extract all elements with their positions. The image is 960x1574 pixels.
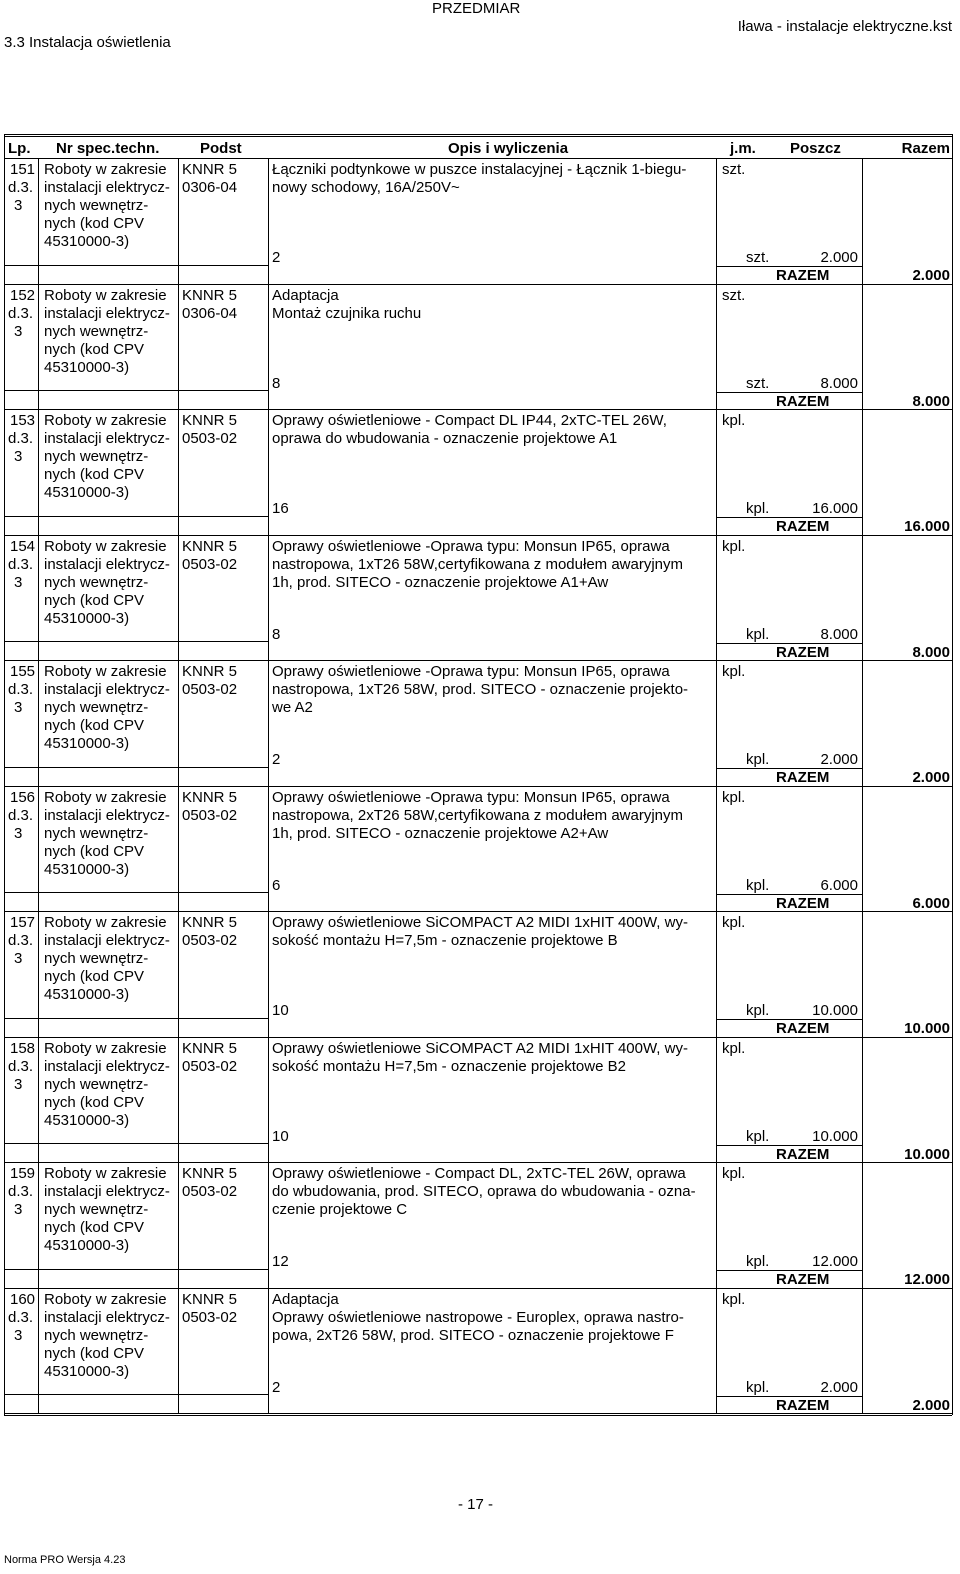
file-name: Iława - instalacje elektryczne.kst <box>737 18 952 35</box>
row-separator-rule <box>4 1394 268 1395</box>
description-line: Oprawy oświetleniowe SiCOMPACT A2 MIDI 1xHIT 400W, wy- <box>272 1039 688 1057</box>
item-number: 155 <box>10 663 36 680</box>
spec-line: 45310000-3) <box>44 484 130 501</box>
table-column-rule <box>952 134 953 1415</box>
spec-line: Roboty w zakresie <box>44 1165 167 1182</box>
item-number-prefix: d.3. <box>8 304 34 322</box>
spec-line: nych wewnętrz- <box>44 1075 149 1093</box>
partial-total: 10.000 <box>812 1002 858 1019</box>
item-number: 158 <box>10 1039 36 1057</box>
section-title: 3.3 Instalacja oświetlenia <box>4 34 171 51</box>
item-number-prefix: d.3. <box>8 681 34 698</box>
spec-line: nych wewnętrz- <box>44 950 149 967</box>
basis-number: 0503-02 <box>182 1057 238 1075</box>
quantity: 12 <box>272 1253 289 1270</box>
basis-code: KNNR 5 <box>182 537 238 555</box>
basis-code: KNNR 5 <box>182 286 238 304</box>
item-number: 152 <box>10 286 36 304</box>
description-line: Oprawy oświetleniowe -Oprawa typu: Monsun IP65, oprawa <box>272 788 670 806</box>
basis-number: 0503-02 <box>182 932 238 949</box>
total-value: 10.000 <box>904 1145 950 1163</box>
spec-line: nych (kod CPV <box>44 591 145 609</box>
row-separator-rule <box>4 641 268 642</box>
basis-number: 0503-02 <box>182 1183 238 1200</box>
description-line: 1h, prod. SITECO - oznaczenie projektowe A2+Aw <box>272 824 609 842</box>
item-number-suffix: 3 <box>14 699 23 716</box>
basis-code: KNNR 5 <box>182 161 238 178</box>
spec-line: 45310000-3) <box>44 609 130 627</box>
total-value: 2.000 <box>912 267 950 284</box>
spec-line: nych wewnętrz- <box>44 824 149 842</box>
header-bottom-rule <box>4 158 952 159</box>
spec-line: instalacji elektrycz- <box>44 304 170 322</box>
basis-code: KNNR 5 <box>182 788 238 806</box>
basis-number: 0306-04 <box>182 179 238 196</box>
item-number: 154 <box>10 537 36 555</box>
row-bottom-rule <box>4 1162 952 1163</box>
spec-line: Roboty w zakresie <box>44 788 167 806</box>
spec-line: Roboty w zakresie <box>44 663 167 680</box>
row-separator-rule <box>4 1143 268 1144</box>
spec-line: nych (kod CPV <box>44 466 145 483</box>
total-value: 16.000 <box>904 518 950 535</box>
description-line: Oprawy oświetleniowe SiCOMPACT A2 MIDI 1xHIT 400W, wy- <box>272 914 688 931</box>
total-label: RAZEM <box>776 1271 830 1288</box>
spec-line: 45310000-3) <box>44 1237 130 1254</box>
spec-line: 45310000-3) <box>44 358 130 376</box>
basis-number: 0503-02 <box>182 1308 238 1326</box>
spec-line: nych (kod CPV <box>44 1219 145 1236</box>
spec-line: instalacji elektrycz- <box>44 1183 170 1200</box>
description-line: powa, 2xT26 58W, prod. SITECO - oznaczenie projektowe F <box>272 1326 674 1344</box>
basis-number: 0503-02 <box>182 555 238 573</box>
spec-line: nych wewnętrz- <box>44 573 149 591</box>
total-label: RAZEM <box>776 894 830 912</box>
spec-line: instalacji elektrycz- <box>44 1308 170 1326</box>
total-value: 12.000 <box>904 1271 950 1288</box>
spec-line: 45310000-3) <box>44 860 130 878</box>
total-label: RAZEM <box>776 769 830 786</box>
basis-number: 0306-04 <box>182 304 238 322</box>
description-line: nastropowa, 1xT26 58W, prod. SITECO - oznaczenie projekto- <box>272 681 689 698</box>
description-line: Adaptacja <box>272 286 339 304</box>
basis-code: KNNR 5 <box>182 1165 238 1182</box>
quantity: 6 <box>272 876 281 894</box>
quantity: 2 <box>272 249 281 266</box>
spec-line: instalacji elektrycz- <box>44 555 170 573</box>
description-line: Oprawy oświetleniowe -Oprawa typu: Monsun IP65, oprawa <box>272 537 670 555</box>
column-header-spec: Nr spec.techn. <box>56 140 160 157</box>
spec-line: 45310000-3) <box>44 233 130 250</box>
item-number-prefix: d.3. <box>8 430 34 447</box>
row-separator-rule <box>4 892 268 893</box>
quantity-unit: kpl. <box>746 500 770 517</box>
basis-code: KNNR 5 <box>182 1290 238 1308</box>
item-number-prefix: d.3. <box>8 555 34 573</box>
item-number-prefix: d.3. <box>8 1057 34 1075</box>
total-value: 10.000 <box>904 1020 950 1037</box>
spec-line: nych wewnętrz- <box>44 448 149 465</box>
column-header-lp: Lp. <box>8 140 31 157</box>
spec-line: nych (kod CPV <box>44 1344 145 1362</box>
spec-line: Roboty w zakresie <box>44 537 167 555</box>
total-value: 8.000 <box>912 392 950 410</box>
item-number: 151 <box>10 161 36 178</box>
description-line: sokość montażu H=7,5m - oznaczenie projektowe B <box>272 932 618 949</box>
description-line: nastropowa, 2xT26 58W,certyfikowana z modułem awaryjnym <box>272 806 684 824</box>
total-label: RAZEM <box>776 267 830 284</box>
page-number: - 17 - <box>458 1496 494 1513</box>
description-line: sokość montażu H=7,5m - oznaczenie projektowe B2 <box>272 1057 626 1075</box>
item-number-suffix: 3 <box>14 573 23 591</box>
description-line: Adaptacja <box>272 1290 339 1308</box>
row-bottom-rule <box>4 911 952 912</box>
column-header-podst: Podst <box>200 140 242 157</box>
software-version: Norma PRO Wersja 4.23 <box>4 1554 126 1566</box>
row-bottom-rule <box>4 409 952 410</box>
quantity-unit: kpl. <box>746 625 770 643</box>
item-number: 159 <box>10 1165 36 1182</box>
spec-line: instalacji elektrycz- <box>44 806 170 824</box>
unit: kpl. <box>722 412 746 429</box>
row-bottom-rule <box>4 1037 952 1038</box>
spec-line: nych wewnętrz- <box>44 1326 149 1344</box>
spec-line: 45310000-3) <box>44 1111 130 1129</box>
spec-line: 45310000-3) <box>44 1362 130 1380</box>
basis-code: KNNR 5 <box>182 663 238 680</box>
quantity: 16 <box>272 500 289 517</box>
item-number-suffix: 3 <box>14 197 23 214</box>
row-separator-rule <box>4 516 268 517</box>
quantity: 8 <box>272 625 281 643</box>
spec-line: nych wewnętrz- <box>44 322 149 340</box>
quantity-unit: kpl. <box>746 876 770 894</box>
unit: kpl. <box>722 663 746 680</box>
description-line: Oprawy oświetleniowe -Oprawa typu: Monsun IP65, oprawa <box>272 663 670 680</box>
total-value: 2.000 <box>912 1396 950 1414</box>
unit: kpl. <box>722 1290 746 1308</box>
spec-line: Roboty w zakresie <box>44 1290 167 1308</box>
quantity-unit: kpl. <box>746 751 770 768</box>
spec-line: nych (kod CPV <box>44 968 145 985</box>
description-line: Oprawy oświetleniowe nastropowe - Europlex, oprawa nastro- <box>272 1308 684 1326</box>
quantity-unit: szt. <box>746 374 770 392</box>
spec-line: nych (kod CPV <box>44 340 145 358</box>
document-title: PRZEDMIAR <box>432 0 521 17</box>
unit: kpl. <box>722 1165 746 1182</box>
description-line: 1h, prod. SITECO - oznaczenie projektowe A1+Aw <box>272 573 609 591</box>
row-separator-rule <box>4 265 268 266</box>
row-bottom-rule <box>4 535 952 536</box>
item-number-suffix: 3 <box>14 1326 23 1344</box>
spec-line: nych (kod CPV <box>44 842 145 860</box>
quantity-unit: kpl. <box>746 1002 770 1019</box>
unit: szt. <box>722 286 746 304</box>
basis-number: 0503-02 <box>182 681 238 698</box>
basis-number: 0503-02 <box>182 430 238 447</box>
item-number-suffix: 3 <box>14 1201 23 1218</box>
description-line: czenie projektowe C <box>272 1201 408 1218</box>
item-number: 153 <box>10 412 36 429</box>
description-line: oprawa do wbudowania - oznaczenie projektowe A1 <box>272 430 618 447</box>
item-number-prefix: d.3. <box>8 179 34 196</box>
item-number-prefix: d.3. <box>8 1183 34 1200</box>
table-bottom-rule <box>4 1415 952 1416</box>
spec-line: Roboty w zakresie <box>44 914 167 931</box>
basis-code: KNNR 5 <box>182 914 238 931</box>
total-label: RAZEM <box>776 518 830 535</box>
quantity-unit: szt. <box>746 249 770 266</box>
spec-line: nych (kod CPV <box>44 1093 145 1111</box>
spec-line: nych wewnętrz- <box>44 699 149 716</box>
quantity: 10 <box>272 1127 289 1145</box>
column-header-poszcz: Poszcz <box>790 140 841 157</box>
total-label: RAZEM <box>776 1396 830 1414</box>
spec-line: 45310000-3) <box>44 735 130 752</box>
partial-total: 16.000 <box>812 500 858 517</box>
spec-line: instalacji elektrycz- <box>44 430 170 447</box>
spec-line: 45310000-3) <box>44 986 130 1003</box>
item-number-suffix: 3 <box>14 824 23 842</box>
spec-line: Roboty w zakresie <box>44 161 167 178</box>
partial-total: 2.000 <box>820 751 858 768</box>
basis-number: 0503-02 <box>182 806 238 824</box>
basis-code: KNNR 5 <box>182 1039 238 1057</box>
item-number: 160 <box>10 1290 36 1308</box>
unit: kpl. <box>722 1039 746 1057</box>
quantity: 8 <box>272 374 281 392</box>
quantity-unit: kpl. <box>746 1253 770 1270</box>
total-label: RAZEM <box>776 643 830 661</box>
description-line: we A2 <box>272 699 313 716</box>
quantity: 2 <box>272 751 281 768</box>
row-separator-rule <box>4 1018 268 1019</box>
row-separator-rule <box>4 1269 268 1270</box>
column-header-opis: Opis i wyliczenia <box>448 140 569 157</box>
item-number-suffix: 3 <box>14 950 23 967</box>
unit: szt. <box>722 161 746 178</box>
description-line: nowy schodowy, 16A/250V~ <box>272 179 460 196</box>
spec-line: instalacji elektrycz- <box>44 932 170 949</box>
row-separator-rule <box>4 767 268 768</box>
item-number: 157 <box>10 914 36 931</box>
description-line: Montaż czujnika ruchu <box>272 304 422 322</box>
spec-line: Roboty w zakresie <box>44 286 167 304</box>
total-label: RAZEM <box>776 1145 830 1163</box>
spec-line: instalacji elektrycz- <box>44 681 170 698</box>
column-header-jm: j.m. <box>730 140 756 157</box>
spec-line: nych (kod CPV <box>44 215 145 232</box>
partial-total: 8.000 <box>820 625 858 643</box>
description-line: Oprawy oświetleniowe - Compact DL, 2xTC-TEL 26W, oprawa <box>272 1165 686 1182</box>
spec-line: Roboty w zakresie <box>44 412 167 429</box>
item-number-prefix: d.3. <box>8 1308 34 1326</box>
total-value: 8.000 <box>912 643 950 661</box>
spec-line: nych (kod CPV <box>44 717 145 734</box>
row-separator-rule <box>4 390 268 391</box>
column-header-razem: Razem <box>901 140 950 157</box>
table-top-rule <box>4 134 952 135</box>
row-bottom-rule <box>4 660 952 661</box>
row-bottom-rule <box>4 1413 952 1414</box>
total-value: 2.000 <box>912 769 950 786</box>
partial-total: 2.000 <box>820 1378 858 1396</box>
description-line: nastropowa, 1xT26 58W,certyfikowana z modułem awaryjnym <box>272 555 684 573</box>
unit: kpl. <box>722 788 746 806</box>
basis-code: KNNR 5 <box>182 412 238 429</box>
description-line: Łączniki podtynkowe w puszce instalacyjnej - Łącznik 1-biegu- <box>272 161 687 178</box>
row-bottom-rule <box>4 284 952 285</box>
spec-line: Roboty w zakresie <box>44 1039 167 1057</box>
partial-total: 6.000 <box>820 876 858 894</box>
spec-line: nych wewnętrz- <box>44 197 149 214</box>
table-top-rule <box>4 136 952 137</box>
description-line: Oprawy oświetleniowe - Compact DL IP44, 2xTC-TEL 26W, <box>272 412 667 429</box>
spec-line: instalacji elektrycz- <box>44 1057 170 1075</box>
description-line: do wbudowania, prod. SITECO, oprawa do wbudowania - ozna- <box>272 1183 696 1200</box>
row-bottom-rule <box>4 1288 952 1289</box>
total-value: 6.000 <box>912 894 950 912</box>
item-number-suffix: 3 <box>14 448 23 465</box>
spec-line: instalacji elektrycz- <box>44 179 170 196</box>
total-label: RAZEM <box>776 1020 830 1037</box>
total-label: RAZEM <box>776 392 830 410</box>
item-number-suffix: 3 <box>14 322 23 340</box>
unit: kpl. <box>722 537 746 555</box>
unit: kpl. <box>722 914 746 931</box>
partial-total: 10.000 <box>812 1127 858 1145</box>
item-number: 156 <box>10 788 36 806</box>
item-number-suffix: 3 <box>14 1075 23 1093</box>
item-number-prefix: d.3. <box>8 806 34 824</box>
partial-total: 2.000 <box>820 249 858 266</box>
table-column-rule <box>4 134 5 1415</box>
quantity-unit: kpl. <box>746 1127 770 1145</box>
spec-line: nych wewnętrz- <box>44 1201 149 1218</box>
quantity: 2 <box>272 1378 281 1396</box>
partial-total: 8.000 <box>820 374 858 392</box>
quantity: 10 <box>272 1002 289 1019</box>
quantity-unit: kpl. <box>746 1378 770 1396</box>
row-bottom-rule <box>4 786 952 787</box>
partial-total: 12.000 <box>812 1253 858 1270</box>
item-number-prefix: d.3. <box>8 932 34 949</box>
